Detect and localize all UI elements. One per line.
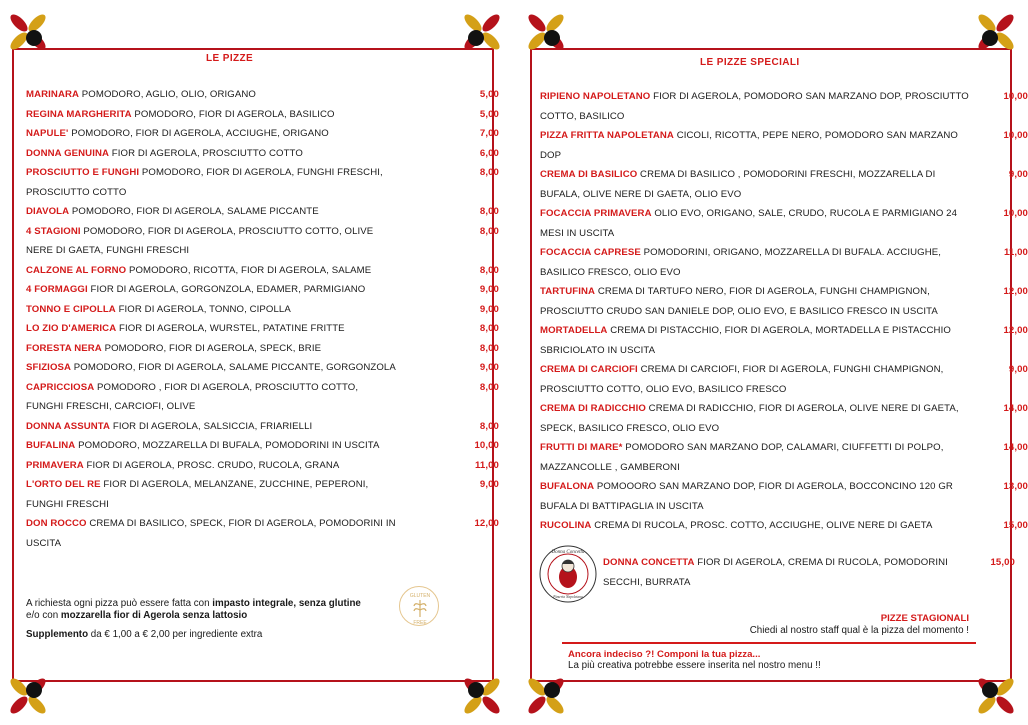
- pizza-price: 8,00: [479, 323, 499, 334]
- pizza-description: POMODORO , FIOR DI AGEROLA, PROSCIUTTO COTTO, FUNGHI FRESCHI, CARCIOFI, OLIVE: [26, 381, 359, 412]
- pizza-name: CAPRICCIOSA: [26, 381, 95, 393]
- pizza-description: FIOR DI AGEROLA, MELANZANE, ZUCCHINE, PEPERONI, FUNGHI FRESCHI: [26, 479, 369, 510]
- pizza-description: POMODORO, FIOR DI AGEROLA, PROSCIUTTO COTTO, OLIVE NERE DI GAETA, FUNGHI FRESCHI: [26, 225, 374, 256]
- dough-options-note: [26, 598, 406, 622]
- pizza-price: 14,00: [1003, 442, 1028, 453]
- list-item: [540, 243, 1028, 282]
- pizza-description: CREMA DI RUCOLA, PROSC. COTTO, ACCIUGHE, OLIVE NERE DI GAETA: [591, 520, 933, 531]
- list-item: [26, 436, 499, 456]
- left-menu-page: [0, 0, 506, 724]
- pizza-text: [26, 202, 396, 222]
- pizza-text: [540, 165, 970, 204]
- pizza-price: 8,00: [479, 167, 499, 178]
- pizza-description: CREMA DI CARCIOFI, FIOR DI AGEROLA, FUNGHI CHAMPIGNON, PROSCIUTTO COTTO, OLIO EVO, BASILICO FRESCO: [540, 364, 944, 395]
- pizza-text: [26, 456, 396, 476]
- note-text: e/o con: [26, 610, 61, 621]
- list-item: [26, 105, 499, 125]
- list-item: [26, 339, 499, 359]
- floral-corner-icon: [458, 672, 506, 720]
- pizza-description: FIOR DI AGEROLA, PROSC. CRUDO, RUCOLA, GRANA: [83, 459, 340, 471]
- pizza-price: 15,00: [1003, 520, 1028, 531]
- pizza-text: [26, 280, 396, 300]
- pizza-text: [540, 243, 970, 282]
- pizza-price: 5,00: [479, 108, 499, 120]
- special-pizza-list: [540, 87, 1028, 536]
- pizza-name: 4 FORMAGGI: [26, 284, 88, 295]
- pizza-description: POMODORO, FIOR DI AGEROLA, ACCIUGHE, ORIGANO: [68, 128, 329, 139]
- pizza-name: DONNA ASSUNTA: [26, 420, 111, 432]
- pizza-text: [26, 378, 396, 417]
- list-item: [540, 360, 1028, 399]
- pizza-price: 7,00: [479, 128, 499, 139]
- pizza-name: MORTADELLA: [540, 325, 608, 336]
- pizza-name: FRUTTI DI MARE*: [540, 442, 623, 453]
- list-item: [26, 514, 499, 553]
- pizza-text: [540, 87, 970, 126]
- pizza-name: DONNA GENUINA: [26, 147, 110, 159]
- pizza-name: CREMA DI CARCIOFI: [540, 364, 638, 375]
- logo-top-text: Donna Concetta: [551, 550, 585, 555]
- pizza-price: 11,00: [475, 459, 499, 471]
- pizza-description: CREMA DI BASILICO , POMODORINI FRESCHI, MOZZARELLA DI BUFALA, OLIVE NERE DI GAETA, OLIO EVO: [540, 169, 936, 200]
- pizza-price: 12,00: [1003, 286, 1028, 297]
- list-item: [540, 438, 1028, 477]
- pizza-price: 9,00: [1008, 169, 1028, 180]
- pizza-text: [540, 399, 970, 438]
- list-item: [540, 87, 1028, 126]
- pizza-text: [26, 261, 396, 281]
- note-text: A richiesta ogni pizza può essere fatta con: [26, 598, 213, 609]
- pizza-text: [26, 300, 396, 320]
- pizza-name: CREMA DI BASILICO: [540, 169, 638, 180]
- pizza-list: [26, 85, 499, 553]
- pizza-description: POMOOORO SAN MARZANO DOP, FIOR DI AGEROLA, BOCCONCINO 120 GR BUFALA DI BATTIPAGLIA IN USCITA: [540, 481, 953, 512]
- pizza-description: POMODORO, FIOR DI AGEROLA, SALAME PICCANTE: [69, 206, 319, 217]
- seasonal-text: Chiedi al nostro staff qual è la pizza del momento !: [749, 625, 969, 636]
- pizza-name: CREMA DI RADICCHIO: [540, 403, 646, 414]
- pizza-price: 8,00: [479, 342, 499, 354]
- pizza-description: CREMA DI RADICCHIO, FIOR DI AGEROLA, OLIVE NERE DI GAETA, SPECK, BASILICO FRESCO, OLIO EVO: [540, 403, 959, 434]
- list-item: [26, 202, 499, 222]
- gluten-free-badge: [399, 586, 439, 626]
- pizza-text: [26, 339, 396, 359]
- pizza-name: FOCACCIA CAPRESE: [540, 247, 641, 258]
- list-item: [540, 399, 1028, 438]
- pizza-description: FIOR DI AGEROLA, GORGONZOLA, EDAMER, PARMIGIANO: [87, 284, 366, 295]
- list-item: [26, 358, 499, 378]
- pizza-text: [540, 477, 970, 516]
- list-item: [26, 222, 499, 261]
- pizza-text: [540, 438, 970, 477]
- supplement-text: da € 1,00 a € 2,00 per ingrediente extra: [88, 629, 263, 640]
- list-item: [540, 477, 1028, 516]
- floral-corner-icon: [4, 8, 52, 56]
- pizza-text: [540, 516, 970, 536]
- pizza-price: 14,00: [1003, 403, 1028, 414]
- pizza-description: POMODORO, MOZZARELLA DI BUFALA, POMODORINI IN USCITA: [75, 440, 380, 451]
- pizza-text: [26, 514, 396, 553]
- pizza-description: POMODORO, FIOR DI AGEROLA, SPECK, BRIE: [101, 342, 322, 354]
- list-item: [540, 204, 1028, 243]
- pizza-text: [26, 358, 396, 378]
- pizza-name: L'ORTO DEL RE: [26, 479, 101, 490]
- wheat-icon: [414, 600, 426, 617]
- list-item: [540, 516, 1028, 536]
- pizza-name: DIAVOLA: [26, 206, 70, 217]
- list-item: [26, 378, 499, 417]
- pizza-text: [26, 319, 396, 339]
- floral-corner-icon: [522, 672, 570, 720]
- floral-corner-icon: [458, 8, 506, 56]
- pizza-description: FIOR DI AGEROLA, SALSICCIA, FRIARIELLI: [110, 420, 313, 432]
- pizza-description: FIOR DI AGEROLA, POMODORO SAN MARZANO DOP, PROSCIUTTO COTTO, BASILICO: [540, 91, 969, 122]
- undecided-title: Ancora indeciso ?! Componi la tua pizza...: [568, 649, 761, 660]
- pizza-name: PROSCIUTTO E FUNGHI: [26, 167, 140, 178]
- pizza-description: FIOR DI AGEROLA, WURSTEL, PATATINE FRITTE: [116, 323, 345, 334]
- pizza-name: FORESTA NERA: [26, 342, 102, 354]
- right-menu-page: [518, 0, 1028, 724]
- pizza-name: PRIMAVERA: [26, 459, 84, 471]
- seasonal-title: PIZZE STAGIONALI: [880, 613, 969, 624]
- badge-top-text: GLUTEN: [409, 593, 431, 599]
- pizza-description: FIOR DI AGEROLA, TONNO, CIPOLLA: [115, 303, 291, 315]
- pizza-name: RIPIENO NAPOLETANO: [540, 91, 651, 102]
- pizza-description: POMODORO, FIOR DI AGEROLA, SALAME PICCANTE, GORGONZOLA: [71, 362, 396, 373]
- pizza-description: CICOLI, RICOTTA, PEPE NERO, POMODORO SAN MARZANO DOP: [540, 130, 958, 161]
- list-item: [540, 126, 1028, 165]
- list-item: [26, 124, 499, 144]
- pizza-text: [26, 436, 396, 456]
- pizza-text: [540, 204, 970, 243]
- pizza-description: POMODORO, FIOR DI AGEROLA, FUNGHI FRESCHI, PROSCIUTTO COTTO: [26, 167, 383, 198]
- featured-pizza: [603, 553, 1023, 592]
- logo-bottom-text: Pizzeria Napoletana: [553, 595, 583, 599]
- pizza-text: [603, 553, 973, 592]
- note-bold: impasto integrale, senza glutine: [212, 598, 361, 609]
- pizza-description: CREMA DI TARTUFO NERO, FIOR DI AGEROLA, FUNGHI CHAMPIGNON, PROSCIUTTO CRUDO SAN DANIELE DOP, OLIO EVO, E BASILICO FRESCO IN USCITA: [540, 286, 938, 317]
- pizza-price: 8,00: [479, 206, 499, 217]
- pizza-name: CALZONE AL FORNO: [26, 264, 127, 276]
- pizza-text: [540, 321, 970, 360]
- pizza-name: NAPULE': [26, 128, 69, 139]
- page-title: LE PIZZE: [206, 53, 254, 64]
- pizza-text: [540, 282, 970, 321]
- pizza-text: [26, 124, 396, 144]
- pizza-text: [26, 417, 396, 437]
- pizza-description: CREMA DI PISTACCHIO, FIOR DI AGEROLA, MORTADELLA E PISTACCHIO SBRICIOLATO IN USCITA: [540, 325, 951, 356]
- divider: [562, 642, 976, 644]
- pizza-name: DON ROCCO: [26, 518, 87, 529]
- pizza-price: 12,00: [474, 518, 499, 529]
- supplement-label: Supplemento: [26, 629, 89, 640]
- pizza-price: 13,00: [1003, 481, 1028, 492]
- pizza-name: TARTUFINA: [540, 286, 596, 297]
- list-item: [26, 300, 499, 320]
- pizza-text: [26, 222, 396, 261]
- pizza-description: FIOR DI AGEROLA, PROSCIUTTO COTTO: [109, 147, 303, 159]
- floral-corner-icon: [972, 672, 1020, 720]
- floral-corner-icon: [4, 672, 52, 720]
- pizza-name: DONNA CONCETTA: [603, 557, 695, 568]
- floral-corner-icon: [522, 8, 570, 56]
- supplement-note: [26, 629, 406, 641]
- list-item: [26, 280, 499, 300]
- pizza-name: MARINARA: [26, 89, 80, 100]
- pizza-description: FIOR DI AGEROLA, CREMA DI RUCOLA, POMODORINI SECCHI, BURRATA: [603, 557, 948, 588]
- list-item: [603, 553, 1023, 592]
- list-item: [26, 319, 499, 339]
- pizza-price: 10,00: [1003, 208, 1028, 219]
- pizza-description: POMODORO, FIOR DI AGEROLA, BASILICO: [131, 108, 335, 120]
- pizza-name: RUCOLINA: [540, 520, 592, 531]
- pizza-price: 8,00: [479, 381, 499, 393]
- pizza-description: POMODORO, AGLIO, OLIO, ORIGANO: [79, 89, 256, 100]
- pizza-price: 6,00: [479, 147, 499, 159]
- pizza-price: 10,00: [474, 440, 499, 451]
- pizza-name: SFIZIOSA: [26, 362, 72, 373]
- pizza-price: 9,00: [1008, 364, 1028, 375]
- list-item: [26, 85, 499, 105]
- pizza-description: POMODORO SAN MARZANO DOP, CALAMARI, CIUFFETTI DI POLPO, MAZZANCOLLE , GAMBERONI: [540, 442, 944, 473]
- list-item: [26, 456, 499, 476]
- pizza-text: [26, 85, 396, 105]
- pizza-text: [26, 163, 396, 202]
- pizza-name: PIZZA FRITTA NAPOLETANA: [540, 130, 674, 141]
- pizza-text: [26, 475, 396, 514]
- pizza-text: [26, 105, 396, 125]
- pizza-name: BUFALONA: [540, 481, 595, 492]
- pizza-name: LO ZIO D'AMERICA: [26, 323, 117, 334]
- pizza-name: FOCACCIA PRIMAVERA: [540, 208, 652, 219]
- pizza-description: POMODORINI, ORIGANO, MOZZARELLA DI BUFALA. ACCIUGHE, BASILICO FRESCO, OLIO EVO: [540, 247, 942, 278]
- pizza-price: 10,00: [1003, 130, 1028, 141]
- list-item: [26, 163, 499, 202]
- pizza-price: 8,00: [479, 420, 499, 432]
- list-item: [540, 282, 1028, 321]
- pizza-price: 9,00: [479, 284, 499, 295]
- pizza-name: REGINA MARGHERITA: [26, 108, 132, 120]
- undecided-text: La più creativa potrebbe essere inserita nel nostro menu !!: [568, 660, 821, 671]
- pizza-price: 11,00: [1004, 247, 1028, 258]
- pizza-text: [540, 360, 970, 399]
- pizza-price: 15,00: [990, 557, 1015, 568]
- list-item: [26, 261, 499, 281]
- pizza-text: [26, 144, 396, 164]
- pizza-description: OLIO EVO, ORIGANO, SALE, CRUDO, RUCOLA E PARMIGIANO 24 MESI IN USCITA: [540, 208, 958, 239]
- donna-concetta-logo: [538, 544, 598, 604]
- page-title: LE PIZZE SPECIALI: [700, 57, 800, 68]
- note-bold: mozzarella fior di Agerola senza lattosio: [60, 610, 248, 621]
- list-item: [26, 417, 499, 437]
- pizza-price: 12,00: [1003, 325, 1028, 336]
- pizza-text: [540, 126, 970, 165]
- pizza-price: 10,00: [1003, 91, 1028, 102]
- floral-corner-icon: [972, 8, 1020, 56]
- pizza-description: CREMA DI BASILICO, SPECK, FIOR DI AGEROLA, POMODORINI IN USCITA: [26, 518, 396, 549]
- pizza-name: TONNO E CIPOLLA: [26, 303, 116, 315]
- list-item: [26, 475, 499, 514]
- list-item: [540, 165, 1028, 204]
- pizza-price: 8,00: [479, 264, 499, 276]
- pizza-price: 9,00: [479, 303, 499, 315]
- list-item: [540, 321, 1028, 360]
- pizza-description: POMODORO, RICOTTA, FIOR DI AGEROLA, SALAME: [126, 264, 372, 276]
- pizza-price: 9,00: [479, 362, 499, 373]
- list-item: [26, 144, 499, 164]
- badge-bottom-text: FREE: [413, 620, 427, 626]
- pizza-price: 9,00: [479, 479, 499, 490]
- pizza-name: BUFALINA: [26, 440, 76, 451]
- pizza-price: 8,00: [479, 225, 499, 237]
- pizza-price: 5,00: [479, 89, 499, 100]
- pizza-name: 4 STAGIONI: [26, 225, 81, 237]
